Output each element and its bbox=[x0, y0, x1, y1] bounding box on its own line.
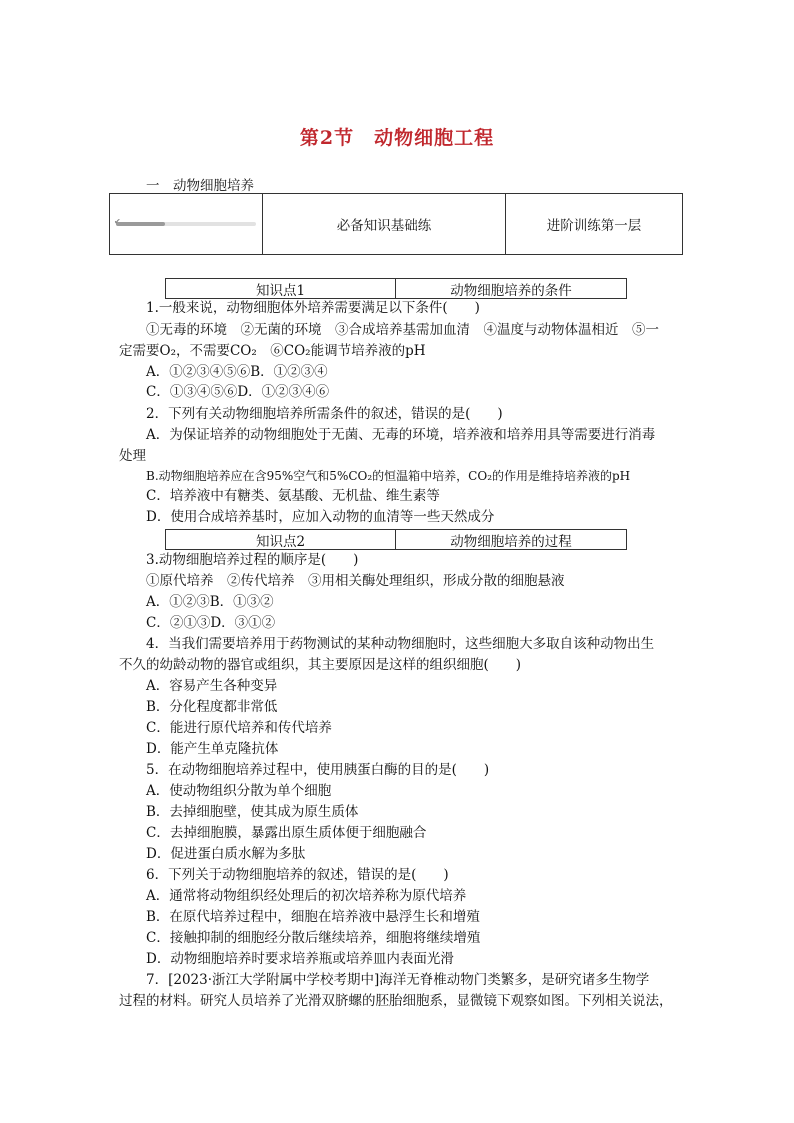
text-line: A．使动物组织分散为单个细胞 bbox=[146, 783, 332, 799]
text-line: C．②①③D．③①② bbox=[146, 615, 276, 631]
text-line: 7．[2023·浙江大学附属中学校考期中]海洋无脊椎动物门类繁多，是研究诸多生物学 bbox=[146, 972, 650, 988]
text-line: A．容易产生各种变异 bbox=[146, 678, 278, 694]
text-line: A．为保证培养的动物细胞处于无菌、无毒的环境，培养液和培养用具等需要进行消毒 bbox=[146, 427, 656, 443]
progress-bar bbox=[114, 217, 256, 226]
text-line: C．去掉细胞膜，暴露出原生质体便于细胞融合 bbox=[146, 825, 427, 841]
text-line: D．能产生单克隆抗体 bbox=[146, 741, 279, 757]
banner-right: 进阶训练第一层 bbox=[546, 218, 642, 234]
knowledge-point-topic: 动物细胞培养的过程 bbox=[450, 533, 572, 550]
knowledge-point-topic: 动物细胞培养的条件 bbox=[450, 282, 572, 299]
text-line: C．①③④⑤⑥D．①②③④⑥ bbox=[146, 384, 330, 400]
knowledge-point-label: 知识点2 bbox=[166, 530, 396, 549]
text-line: A．①②③B．①③② bbox=[146, 594, 274, 610]
knowledge-point-1 bbox=[165, 278, 627, 299]
page-title: 第2节 动物细胞工程 bbox=[299, 127, 495, 149]
text-line: 2．下列有关动物细胞培养所需条件的叙述，错误的是( ) bbox=[146, 406, 503, 422]
text-line: ①无毒的环境 ②无菌的环境 ③合成培养基需加血清 ④温度与动物体温相近 ⑤一 bbox=[146, 322, 659, 338]
text-line: B．分化程度都非常低 bbox=[146, 699, 278, 715]
text-line: C．能进行原代培养和传代培养 bbox=[146, 720, 332, 736]
banner-middle: 必备知识基础练 bbox=[263, 194, 506, 254]
text-line: A．①②③④⑤⑥B．①②③④ bbox=[146, 364, 328, 380]
text-line: 3.动物细胞培养过程的顺序是( ) bbox=[146, 552, 359, 568]
check-icon: ✔ bbox=[114, 217, 121, 226]
text-line: C．接触抑制的细胞经分散后继续培养，细胞将继续增殖 bbox=[146, 930, 481, 946]
text-line: 定需要O₂，不需要CO₂ ⑥CO₂能调节培养液的pH bbox=[119, 343, 426, 359]
progress-cell bbox=[110, 194, 263, 254]
section-heading: 一 动物细胞培养 bbox=[146, 178, 254, 194]
text-line: C．培养液中有糖类、氨基酸、无机盐、维生素等 bbox=[146, 488, 440, 504]
text-line: 6．下列关于动物细胞培养的叙述，错误的是( ) bbox=[146, 867, 449, 883]
text-line: D．动物细胞培养时要求培养瓶或培养皿内表面光滑 bbox=[146, 951, 454, 967]
knowledge-point-label: 知识点1 bbox=[166, 279, 396, 298]
progress-fill bbox=[116, 222, 165, 226]
text-line: D．使用合成培养基时，应加入动物的血清等一些天然成分 bbox=[146, 509, 495, 525]
text-line: 4．当我们需要培养用于药物测试的某种动物细胞时，这些细胞大多取自该种动物出生 bbox=[146, 636, 655, 652]
text-line: 处理 bbox=[119, 448, 146, 464]
text-line: A．通常将动物组织经处理后的初次培养称为原代培养 bbox=[146, 888, 467, 904]
text-line: B.动物细胞培养应在含95%空气和5%CO₂的恒温箱中培养，CO₂的作用是维持培养液的pH bbox=[146, 469, 631, 483]
text-line: ①原代培养 ②传代培养 ③用相关酶处理组织，形成分散的细胞悬液 bbox=[146, 573, 565, 589]
training-banner bbox=[109, 193, 683, 255]
text-line: 过程的材料。研究人员培养了光滑双脐螺的胚胎细胞系，显微镜下观察如图。下列相关说法， bbox=[119, 993, 673, 1009]
text-line: 1.一般来说，动物细胞体外培养需要满足以下条件( ) bbox=[146, 300, 480, 316]
text-line: D．促进蛋白质水解为多肽 bbox=[146, 846, 306, 862]
text-line: 不久的幼龄动物的器官或组织，其主要原因是这样的组织细胞( ) bbox=[119, 657, 522, 673]
knowledge-point-2 bbox=[165, 529, 627, 550]
text-line: 5．在动物细胞培养过程中，使用胰蛋白酶的目的是( ) bbox=[146, 762, 490, 778]
text-line: B．去掉细胞壁，使其成为原生质体 bbox=[146, 804, 359, 820]
text-line: B．在原代培养过程中，细胞在培养液中悬浮生长和增殖 bbox=[146, 909, 480, 925]
